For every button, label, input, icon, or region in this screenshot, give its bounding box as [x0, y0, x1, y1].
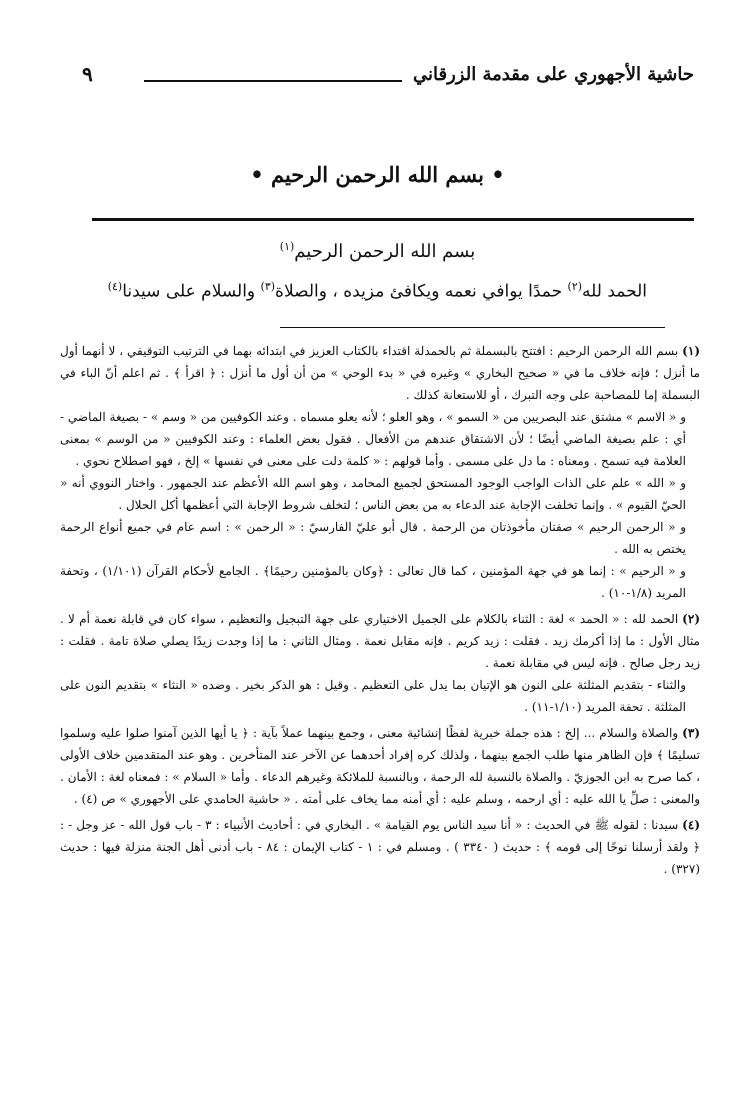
page-number: ٩: [82, 62, 93, 86]
footnote-ref-3: (٣): [260, 280, 276, 293]
footnote-ref-2: (٢): [567, 280, 583, 293]
footnote-3: [60, 722, 700, 810]
heading-rule: [92, 218, 694, 221]
footnote-number: (٣): [682, 726, 700, 740]
matn-basmala: [0, 240, 755, 262]
footnote-4: [60, 814, 700, 880]
matn-text-b: حمدًا يوافي نعمه ويكافئ مزيده ، والصلاة: [275, 281, 568, 302]
footnote-paragraph: [60, 608, 700, 674]
footnote-separator: [280, 327, 665, 328]
footnote-text: سيدنا : لقوله ﷺ في الحديث : « أنا سيد الناس يوم القيامة » . البخاري في : أحاديث الأنبياء : ٣ - باب قول الله - عز وجل - : ﴿ ولقد أرسلنا نوحًا إلى قومه ﴾ : حديث ( ٣٣٤٠ ) . ومسلم في : ١ - كتاب الإيمان : ٨٤ - باب أدنى أهل الجنة منزلة فيها : حديث (٣٢٧) .: [60, 818, 700, 876]
footnote-2: [60, 608, 700, 718]
footnote-paragraph: و « الرحيم » : إنما هو في جهة المؤمنين ، كما قال تعالى : ﴿وكان بالمؤمنين رحيمًا﴾ . الجامع لأحكام القرآن (١/١٠١) ، وتحفة المريد (١/٨-١٠) .: [60, 564, 686, 600]
matn-hamdala: [108, 280, 647, 302]
footnote-ref-1: (١): [279, 240, 295, 253]
running-header: [82, 56, 694, 102]
footnote-1: [60, 340, 700, 604]
matn-text-a: الحمد لله: [582, 281, 647, 302]
footnote-text: والصلاة والسلام ... إلخ : هذه جملة خبرية لفظًا إنشائية معنى ، وجمع بينهما عملاً بآية : ﴿ يا أيها الذين آمنوا صلوا عليه وسلموا تسليمًا ﴾ فإن الظاهر منها طلب الجمع بينهما ، ولذلك كره إفراد أحدهما عن الآخر عند المتأخرين . وهو عند المتقدمين خلاف الأولى ، كما صرح به ابن الجوزيّ . والصلاة بالنسبة لله الرحمة ، وبالنسبة للملائكة وغيرهم الدعاء . وأما « السلام » : فمعناه لغة : الأمان . والمعنى : صلِّ يا الله عليه : أي ارحمه ، وسلم عليه : أي أمنه مما يخاف على أمته . « حاشية الحامدي على الأجهوري » ص (٤) .: [60, 726, 700, 806]
footnote-paragraph: و « الرحمن الرحيم » صفتان مأخوذتان من الرحمة . قال أبو عليّ الفارسيّ : « الرحمن » : اسم عام في جميع أنواع الرحمة يختص به الله .: [60, 520, 686, 556]
footnote-text: الحمد لله : « الحمد » لغة : الثناء بالكلام على الجميل الاختياري على جهة التبجيل والتعظيم ، سواء كان في قابلة نعمة أم لا . مثال الأول : ما إذا أكرمك زيد . فقلت : زيد كريم . فإنه مقابل نعمة . ومثال الثاني : ما إذا وجدت زيدًا يصلي صلاة تامة . فقلت : زيد رجل صالح . فإنه ليس في مقابلة نعمة .: [60, 612, 700, 670]
section-heading: • بسم الله الرحمن الرحيم •: [250, 162, 505, 187]
footnotes: [60, 340, 700, 884]
footnote-paragraph: [60, 340, 700, 406]
matn-basmala-text: بسم الله الرحمن الرحيم: [294, 241, 476, 262]
header-rule: [144, 80, 402, 82]
footnote-text: بسم الله الرحمن الرحيم : افتتح بالبسملة ثم بالحمدلة اقتداء بالكتاب العزيز في ابتدائه بهما في الترتيب التوقيفي ، لا أنهما أول ما أنزل ؛ فإنه خلاف ما في « صحيح البخاري » وغيره في « بدء الوحي » من أن أول ما أنزل : ﴿ اقرأ ﴾ . ثم اعلم أنّ الباء في البسملة إما للمصاحبة على وجه التبرك ، أو للاستعانة كذلك .: [60, 344, 700, 402]
footnote-paragraph: [60, 722, 700, 810]
matn-text-c: والسلام على سيدنا: [122, 281, 261, 302]
footnote-ref-4: (٤): [107, 280, 123, 293]
footnote-number: (١): [682, 344, 700, 358]
running-title: حاشية الأجهوري على مقدمة الزرقاني: [412, 64, 694, 85]
footnote-paragraph: و « الله » علم على الذات الواجب الوجود المستحق لجميع المحامد ، وهو اسم الله الأعظم عند الجمهور . واختار النووي أنه « الحيّ القيوم » . وإنما تخلفت الإجابة عند الدعاء به من بعض الناس ؛ لتخلف شروط الإجابة التي أعظمها أكل الحلال .: [60, 476, 686, 512]
footnote-number: (٤): [682, 818, 700, 832]
footnote-number: (٢): [682, 612, 700, 626]
footnote-paragraph: [60, 814, 700, 880]
footnote-paragraph: والثناء - بتقديم المثلثة على النون هو الإتيان بما يدل على التعظيم . وقيل : هو الذكر بخير . وضده « النثاء » بتقديم النون على المثلثة . تحفة المريد (١/١٠-١١) .: [60, 678, 686, 714]
footnote-paragraph: و « الاسم » مشتق عند البصريين من « السمو » ، وهو العلو ؛ لأنه يعلو مسماه . وعند الكوفيين من « وسم » - بصيغة الماضي - أي : علم بصيغة الماضي أيضًا ؛ لأن الاشتقاق عندهم من الأفعال . فقول بعض العلماء : وعند الكوفيين « من الوسم » بمعنى العلامة فيه تسمح . ومعناه : ما دل على مسمى . وأما قولهم : « كلمة دلت على معنى في نفسها » إلخ ، فهو اصطلاح نحوي .: [60, 410, 686, 468]
